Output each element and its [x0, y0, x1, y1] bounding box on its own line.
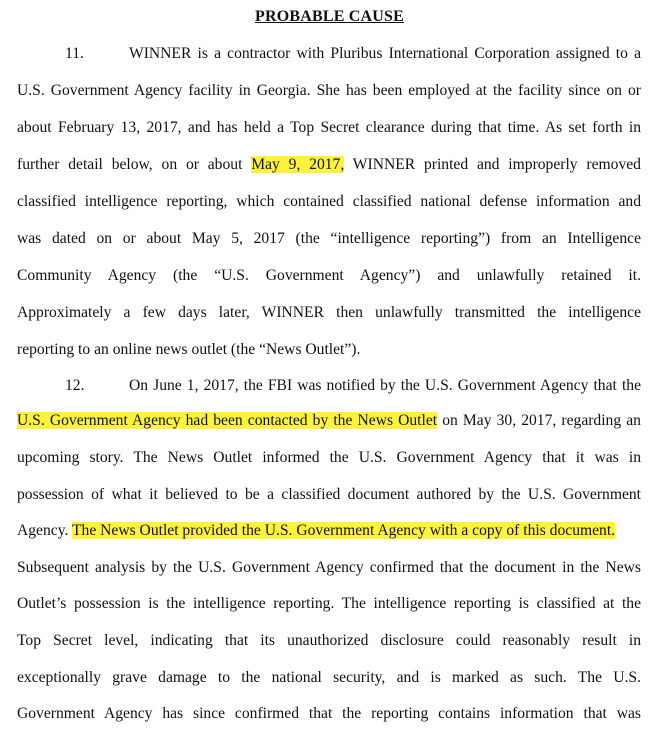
para-12-line-9: exceptionally grave damage to the national security, and is marked as such. The U.S. — [17, 669, 641, 686]
para-12-line-6: Subsequent analysis by the U.S. Government Agency confirmed that the document in the News — [17, 559, 641, 576]
para-11-text: WINNER printed and improperly removed — [344, 156, 641, 173]
para-12-line-4: possession of what it believed to be a classified document authored by the U.S. Government — [17, 486, 641, 503]
para-11-line-7: Community Agency (the “U.S. Government Agency”) and unlawfully retained it. — [17, 267, 641, 284]
highlighted-sentence: The News Outlet provided the U.S. Government Agency with a copy of this document. — [72, 522, 616, 539]
para-11-line-6: was dated on or about May 5, 2017 (the “intelligence reporting”) from an Intelligence — [17, 230, 641, 247]
para-12-line-8: Top Secret level, indicating that its unauthorized disclosure could reasonably result in — [17, 632, 641, 649]
para-11-line-3: about February 13, 2017, and has held a Top Secret clearance during that time. As set forth in — [17, 119, 641, 136]
highlighted-date: May 9, 2017, — [251, 156, 345, 173]
para-11-text: WINNER is a contractor with Pluribus International Corporation assigned to a — [129, 45, 641, 62]
para-11-line-9: reporting to an online news outlet (the “News Outlet”). — [17, 341, 361, 358]
para-11-line-4 — [17, 153, 641, 177]
section-heading: PROBABLE CAUSE — [254, 8, 405, 25]
para-12-line-1 — [17, 374, 641, 398]
para-12-text: on May 30, 2017, regarding an — [437, 412, 641, 429]
para-11-text: further detail below, on or about — [17, 156, 252, 173]
para-12-line-7: Outlet’s possession is the intelligence reporting. The intelligence reporting is classified at the — [17, 595, 641, 612]
para-12-number: 12. — [65, 377, 85, 394]
para-12-line-3: upcoming story. The News Outlet informed the U.S. Government Agency that it was in — [17, 449, 641, 466]
para-12-line-10: Government Agency has since confirmed that the reporting contains information that was — [17, 705, 641, 722]
para-11-line-5: classified intelligence reporting, which contained classified national defense information and — [17, 193, 641, 210]
para-12-line-5 — [17, 519, 641, 543]
para-11-line-2: U.S. Government Agency facility in Georgia. She has been employed at the facility since on or — [17, 82, 641, 99]
para-12-text: On June 1, 2017, the FBI was notified by the U.S. Government Agency that the — [129, 377, 641, 394]
highlighted-sentence: U.S. Government Agency had been contacted by the News Outlet — [17, 412, 438, 429]
para-11-number: 11. — [65, 45, 84, 62]
para-11-line-1 — [17, 42, 641, 66]
para-11-line-8: Approximately a few days later, WINNER then unlawfully transmitted the intelligence — [17, 304, 641, 321]
para-12-line-2 — [17, 409, 641, 433]
para-12-text: Agency. — [17, 522, 72, 539]
